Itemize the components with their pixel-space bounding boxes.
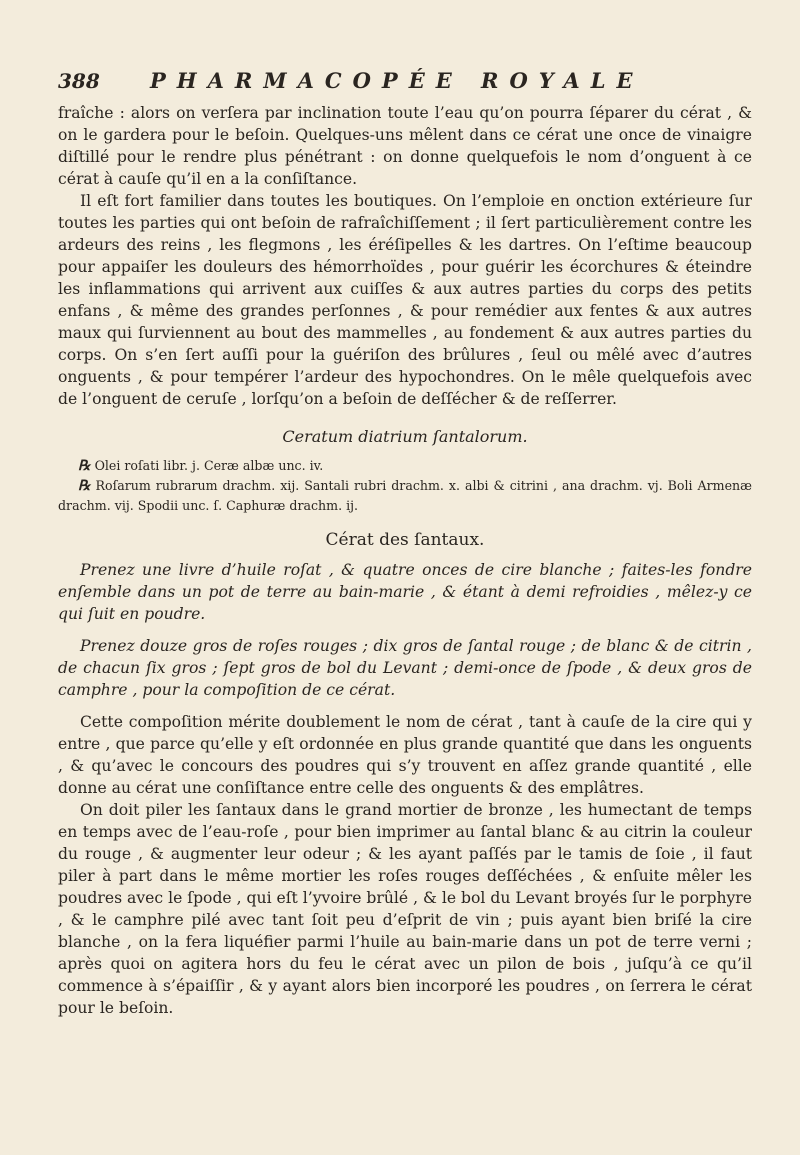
french-instruction: Prenez une livre d’huile roſat , & quatre onces de cire blanche ; faites-les fondre enſemble dans un pot de terre au bain-marie , & étant à demi refroidies , mêlez-y ce qui ſuit en poudre.: [58, 561, 752, 623]
latin-recipe-line-text: Olei roſati libr. j. Ceræ albæ unc. iv.: [94, 458, 324, 473]
page-number: 388: [58, 69, 100, 93]
latin-recipe-title: Ceratum diatrium ſantalorum.: [282, 427, 528, 446]
french-recipe-title: Cérat des ſantaux.: [325, 530, 485, 550]
paragraph-composition: Cette compoſition mérite doublement le nom de cérat , tant à cauſe de la cire qui y entre , que parce qu’elle y eſt ordonnée en plus grande quantité que dans les onguents , & qu’avec le concours des poudres qui s’y trouvent en aſſez grande quantité , elle donne au cérat une conſiſtance entre celle des onguents & des emplâtres.: [58, 713, 752, 797]
page-header: [58, 68, 752, 98]
paragraph-preparation: On doit piler les ſantaux dans le grand mortier de bronze , les humectant de temps en temps avec de l’eau-roſe , pour bien imprimer au ſantal blanc & au citrin la couleur du rouge , & augmenter leur odeur ; & les ayant paſſés par le tamis de ſoie , il faut piler à part dans le même mortier les roſes rouges deſſéchées , & enſuite mêler les poudres avec le ſpode , qui eſt l’yvoire brûlé , & le bol du Levant broyés ſur le porphyre , & le camphre pilé avec tant ſoit peu d’eſprit de vin ; puis ayant bien briſé la cire blanche , on la fera liquéfier parmi l’huile au bain-marie dans un pot de terre verni ; après quoi on agitera hors du feu le cérat avec un pilon de bois , juſqu’à ce qu’il commence à s’épaiſſir , & y ayant alors bien incorporé les poudres , on ſerrera le cérat pour le beſoin.: [58, 801, 752, 1017]
french-instruction: Prenez douze gros de roſes rouges ; dix gros de ſantal rouge ; de blanc & de citrin , de chacun ſix gros ; ſept gros de bol du Levant ; demi-once de ſpode , & deux gros de camphre , pour la compoſition de ce cérat.: [58, 637, 752, 699]
paragraph-continued: fraîche : alors on verſera par inclination toute l’eau qu’on pourra ſéparer du cérat , & on le gardera pour le beſoin. Quelques-uns mêlent dans ce cérat une once de vinaigre diſtillé pour le rendre plus pénétrant : on donne quelquefois le nom d’onguent à ce cérat à cauſe qu’il en a la conſiſtance.: [58, 104, 752, 188]
latin-recipe-line: [58, 476, 752, 515]
latin-recipe-line-text: Roſarum rubrarum drachm. xij. Santali rubri drachm. x. albi & citrini , ana drachm. vj. Boli Armenæ drachm. vij. Spodii unc. ſ. Caphuræ drachm. ij.: [58, 478, 752, 513]
running-title: PHARMACOPÉE ROYALE: [150, 68, 644, 93]
recipe-symbol: ℞: [78, 478, 91, 494]
recipe-symbol: ℞: [78, 458, 91, 474]
latin-recipe-line: [58, 456, 752, 476]
paragraph-usage: Il eſt fort familier dans toutes les boutiques. On l’emploie en onction extérieure ſur toutes les parties qui ont beſoin de rafraîchiſſement ; il ſert particulièrement contre les ardeurs des reins , les flegmons , les éréſipelles & les dartres. On l’eſtime beaucoup pour appaiſer les douleurs des hémorrhoïdes , pour guérir les écorchures & éteindre les inflammations qui arrivent aux cuiſſes & aux autres parties du corps des petits enfans , & même des grandes perſonnes , & pour remédier aux fentes & aux autres maux qui ſurviennent au bout des mammelles , au fondement & aux autres parties du corps. On s’en ſert auſſi pour la guériſon des brûlures , ſeul ou mêlé avec d’autres onguents , & pour tempérer l’ardeur des hypochondres. On le mêle quelquefois avec de l’onguent de ceruſe , lorſqu’on a beſoin de deſſécher & de reſſerrer.: [58, 192, 752, 408]
